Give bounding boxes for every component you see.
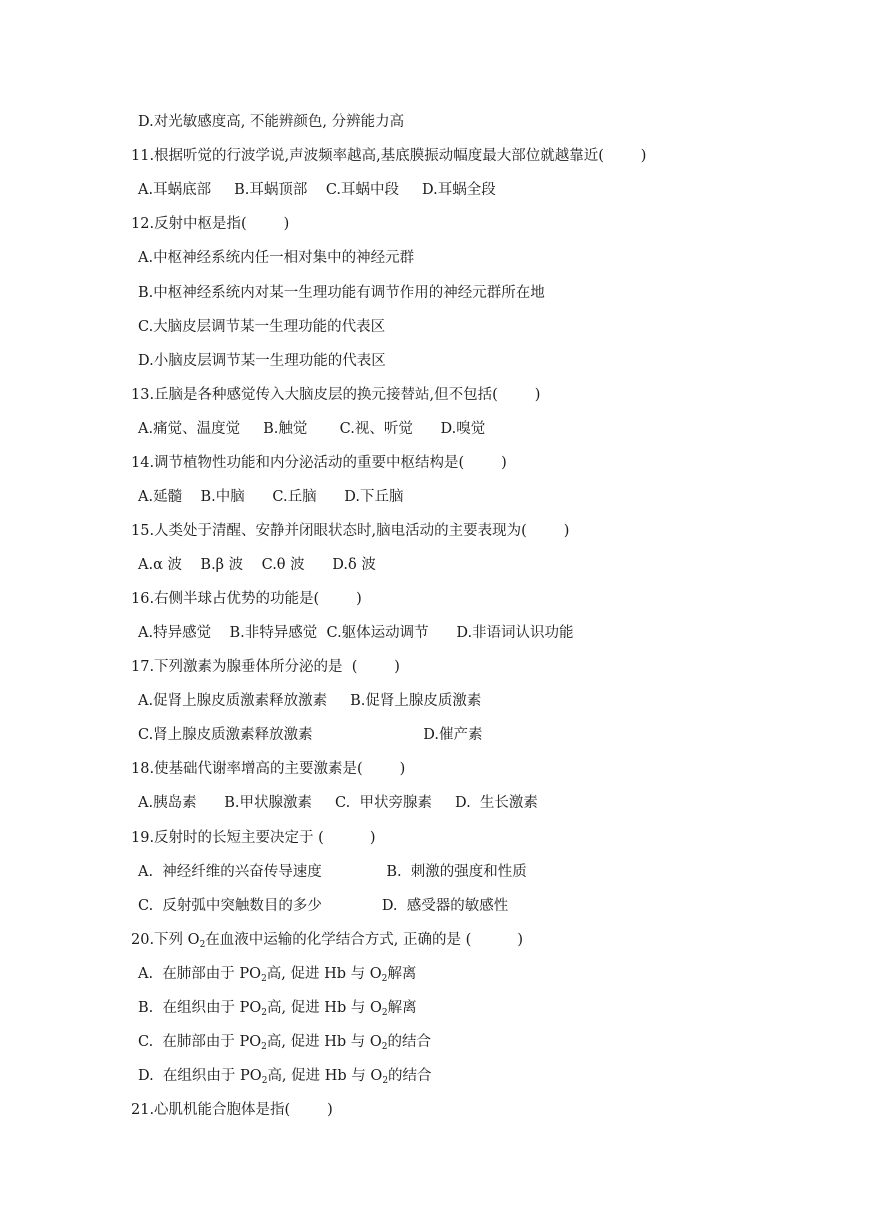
option-text: 高, 促进 Hb 与 O: [267, 1068, 383, 1084]
options-16: A.特异感觉 B.非特异感觉 C.躯体运动调节 D.非语词认识功能: [138, 625, 574, 641]
q20-prefix: 20.下列 O: [131, 932, 200, 948]
subscript: 2: [382, 1076, 389, 1086]
question-14: 14.调节植物性功能和内分泌活动的重要中枢结构是( ): [131, 455, 507, 471]
option-12c: C.大脑皮层调节某一生理功能的代表区: [138, 319, 386, 335]
question-16: 16.右侧半球占优势的功能是( ): [131, 591, 362, 607]
option-20d: [138, 1066, 432, 1086]
options-19-cd: C. 反射弧中突触数目的多少 D. 感受器的敏感性: [138, 898, 509, 914]
options-13: A.痛觉、温度觉 B.触觉 C.视、听觉 D.嗅觉: [138, 421, 486, 437]
question-20: [131, 930, 523, 950]
question-12: 12.反射中枢是指( ): [131, 216, 290, 232]
options-18: A.胰岛素 B.甲状腺激素 C. 甲状旁腺素 D. 生长激素: [138, 795, 538, 811]
option-text: 的结合: [387, 1034, 432, 1050]
subscript: 2: [381, 974, 388, 984]
option-text: 高, 促进 Hb 与 O: [266, 1034, 382, 1050]
q20-suffix: 在血液中运输的化学结合方式, 正确的是 ( ): [205, 932, 524, 948]
subscript: 2: [381, 1008, 388, 1018]
subscript: 2: [261, 1076, 268, 1086]
option-text: C. 在肺部由于 PO: [138, 1034, 262, 1050]
option-text: 的结合: [388, 1068, 432, 1084]
options-19-ab: A. 神经纤维的兴奋传导速度 B. 刺激的强度和性质: [138, 864, 527, 880]
option-text: 解离: [387, 966, 417, 982]
question-18: 18.使基础代谢率增高的主要激素是( ): [131, 761, 406, 777]
option-12d: D.小脑皮层调节某一生理功能的代表区: [138, 353, 386, 369]
options-17-ab: A.促肾上腺皮质激素释放激素 B.促肾上腺皮质激素: [138, 693, 482, 709]
q20-subscript: 2: [199, 940, 206, 950]
question-21: 21.心肌机能合胞体是指( ): [131, 1102, 333, 1118]
question-11: 11.根据听觉的行波学说,声波频率越高,基底膜振动幅度最大部位就越靠近( ): [131, 148, 647, 164]
question-15: 15.人类处于清醒、安静并闭眼状态时,脑电活动的主要表现为( ): [131, 523, 570, 539]
question-17: 17.下列激素为腺垂体所分泌的是 ( ): [131, 659, 400, 675]
option-text: 高, 促进 Hb 与 O: [266, 966, 382, 982]
option-text: 高, 促进 Hb 与 O: [266, 1000, 382, 1016]
subscript: 2: [381, 1042, 388, 1052]
option-text: A. 在肺部由于 PO: [138, 966, 262, 982]
option-20a: [138, 964, 416, 984]
subscript: 2: [261, 1042, 267, 1052]
option-text: 解离: [387, 1000, 417, 1016]
option-20b: [138, 998, 417, 1018]
question-13: 13.丘脑是各种感觉传入大脑皮层的换元接替站,但不包括( ): [131, 387, 541, 403]
option-12a: A.中枢神经系统内任一相对集中的神经元群: [138, 250, 415, 266]
subscript: 2: [261, 974, 267, 984]
option-20c: [138, 1032, 431, 1052]
question-19: 19.反射时的长短主要决定于 ( ): [131, 830, 376, 846]
option-text: B. 在组织由于 PO: [138, 1000, 262, 1016]
option-text: D. 在组织由于 PO: [138, 1068, 262, 1084]
options-11: A.耳蜗底部 B.耳蜗顶部 C.耳蜗中段 D.耳蜗全段: [138, 182, 496, 198]
subscript: 2: [261, 1008, 267, 1018]
option-12b: B.中枢神经系统内对某一生理功能有调节作用的神经元群所在地: [138, 285, 545, 301]
options-17-cd: C.肾上腺皮质激素释放激素 D.催产素: [138, 727, 483, 743]
options-15: A.α 波 B.β 波 C.θ 波 D.δ 波: [138, 557, 376, 573]
option-10d: D.对光敏感度高, 不能辨颜色, 分辨能力高: [138, 114, 405, 130]
options-14: A.延髓 B.中脑 C.丘脑 D.下丘脑: [138, 489, 404, 505]
